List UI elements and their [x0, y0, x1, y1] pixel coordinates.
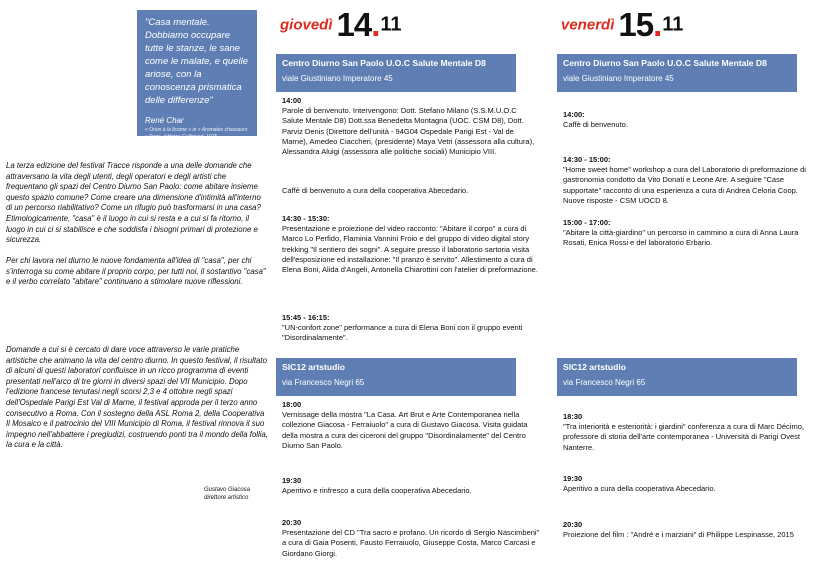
venue-name: SIC12 artstudio	[282, 362, 346, 372]
event	[282, 518, 540, 559]
event-desc: Caffè di benvenuto.	[563, 120, 628, 130]
intro-paragraph-3	[6, 345, 268, 451]
venue-name: Centro Diurno San Paolo U.O.C Salute Mentale D8	[282, 58, 486, 68]
intro-text: Domande a cui si è cercato di dare voce attraverso le varie pratiche artistiche che animano la vita del centro diurno. In questo festival, il risultato di alcuni di questi laboratori confluisce in un ricco programma di eventi presentati nell'arco di tre giorni in diversi spazi del VII Municipio. Dopo l'edizione francese tenutasi negli scorsi 2,3 e 4 ottobre negli spazi dell'Ospedale Parigi Est Val di Marne, il festival approda per il terzo anno consecutivo a Roma. Con il sostegno della ASL Roma 2, della Cooperativa Il Mosaico e il patrocinio del VIII Municipio di Roma, il festival rinnova il suo impegno nell'abbattere i pregiudizi, costruendo ponti tra il mondo della follia, la cura e la città.	[6, 345, 268, 450]
quote-text: "Casa mentale. Dobbiamo occupare tutte le stanze, le sane come le malate, e quelle ariose, con la conoscenza prismatica delle differenze"	[145, 17, 248, 106]
intro-paragraph-1	[6, 161, 268, 246]
day-number: 15	[618, 6, 654, 43]
event	[282, 476, 540, 496]
venue-banner	[276, 358, 516, 396]
quote-author: René Char	[145, 116, 184, 125]
event	[563, 474, 821, 494]
venue-name: SIC12 artstudio	[563, 362, 627, 372]
event-time: 15:45 - 16:15:	[282, 313, 330, 322]
event-time: 14:30 - 15:00:	[563, 155, 611, 164]
day-name: giovedì	[280, 16, 333, 34]
venue-address: via Francesco Negri 65	[282, 378, 365, 387]
event	[563, 155, 821, 206]
event	[282, 186, 540, 196]
venue-name: Centro Diurno San Paolo U.O.C Salute Mentale D8	[563, 58, 767, 68]
venue-address: viale Giustiniano Imperatore 45	[282, 74, 393, 83]
intro-text: La terza edizione del festival Tracce risponde a una delle domande che attraversano la vita degli utenti, degli operatori e degli artisti che frequentano gli spazi del Centro Diurno San Paolo: come abitare insieme questo spazio comune? Come creare una dimensione d'intimità all'interno di un percorso riabilitativo? Come un rifugio può trasformarsi in una casa? Etimologicamente, "casa" è il luogo in cui si resta e a cui si fa ritorno, il luogo in cui ci si stabilisce e che soddisfa i bisogni primari di protezione e sicurezza.	[6, 161, 261, 245]
event	[282, 96, 540, 157]
event-time: 14:00:	[563, 110, 585, 119]
event	[282, 214, 540, 275]
signature-role: direttore artistico	[204, 495, 249, 501]
event-time: 14:00	[282, 96, 302, 105]
event-time: 20:30	[282, 518, 302, 527]
signature-name: Gustavo Giacosa	[204, 487, 251, 493]
event-desc: Aperitivo a cura della cooperativa Abecedario.	[563, 484, 716, 494]
event-desc: Caffè di benvenuto a cura della cooperativa Abecedario.	[282, 186, 469, 195]
event-desc: "UN-confort zone" performance a cura di Elena Boni con il gruppo eventi "Disordinalamente".	[282, 323, 523, 343]
event-desc: Parole di benvenuto. Intervengono: Dott. Stefano Milano (S.S.M.U.O.C Salute Mentale D8) Dott.ssa Benedetta Montagna (UOC. CSM D8), Dott. Parviz Denis (Direttore dell'unità - 94G04 Ospedale Parigi Est - Val de Marne), Amedeo Ciaccheri, (presidente) Maya Vetri (assessora alla cultura), Alessandra Aluigi (assessora alle politiche sociali) Municipio VIII.	[282, 106, 535, 157]
event-time: 19:30	[282, 476, 302, 485]
day-name: venerdì	[561, 16, 615, 34]
event-desc: "Abitare la città-giardino" un percorso in cammino a cura di Anna Laura Rosati, Enica Rossi e del laboratorio Erbario.	[563, 228, 799, 248]
thursday-column	[276, 0, 541, 575]
day-header: giovedì 14.11	[280, 6, 402, 43]
event-desc: Presentazione del CD "Tra sacro e profano. Un ricordo di Sergio Nascimbeni" a cura di Gaia Posenti, Fausto Ferraiuolo, Giuseppe Costa, Marco Carcasi e Giordano Giorgi.	[282, 528, 540, 558]
intro-paragraph-2	[6, 256, 268, 288]
event	[563, 218, 821, 249]
event-desc: "Home sweet home" workshop a cura del Laboratorio di preformazione di gastronomia condotto da Vito Donati e Leone Are. A seguire "Case supportate" racconto di una esperienza a cura di Andrea Celoria Coop. Nuove risposte - CSM UOCD 8.	[563, 165, 806, 205]
event-desc: Aperitivo e rinfresco a cura della cooperativa Abecedario.	[282, 486, 472, 496]
event-desc: Proiezione del film : "André e i marziani" di Philippe Lespinasse, 2015	[563, 530, 794, 540]
signature	[204, 486, 250, 502]
event-time: 19:30	[563, 474, 583, 483]
event	[282, 313, 540, 344]
day-header: venerdì 15.11	[561, 6, 684, 43]
intro-text: Per chi lavora nel diurno le nuove fondamenta all'idea di "casa", per chi s'interroga su come abitare il proprio corpo, per tutti noi, il sostantivo "casa" e il verbo correlato "abitare" continuano a stimolare nuove riflessioni.	[6, 256, 266, 287]
venue-address: viale Giustiniano Imperatore 45	[563, 74, 674, 83]
quote-source: « Orion à la licorne » in « Aromates chasseurs » Paris, éditions Gallimard, 1975	[145, 127, 248, 140]
venue-banner	[557, 54, 797, 92]
event-desc: "Tra interiorità e esteriorità: i giardini" conferenza a cura di Marc Décimo, professore di storia dell'arte contemporanea - Università di Parigi Ovest Nanterre.	[563, 422, 804, 452]
event-desc: Presentazione e proiezione del video racconto: "Abitare il corpo" a cura di Marco Lo Perfido, Flaminia Vannini Froio e del gruppo di video digital story trekking "Il sentiero dei sogni". A seguire presso il laboratorio sartoria visita dell'esposizione ed installazione: "Il pranzo è servito". Allestimento a cura di Elena Boni, Alida d'Angeli, Antonella Chiarottini con l'atelier di preformazione.	[282, 224, 538, 275]
event	[282, 400, 540, 451]
venue-banner	[276, 54, 516, 92]
event-time: 15:00 - 17:00:	[563, 218, 611, 227]
friday-column	[557, 0, 822, 575]
day-month: 11	[662, 13, 684, 36]
venue-banner	[557, 358, 797, 396]
day-number: 14	[336, 6, 372, 43]
event-time: 20:30	[563, 520, 583, 529]
quote-box	[137, 10, 257, 140]
day-month: 11	[380, 13, 402, 36]
event	[563, 110, 821, 130]
event	[563, 520, 821, 540]
event-time: 14:30 - 15:30:	[282, 214, 330, 223]
venue-address: via Francesco Negri 65	[563, 378, 646, 387]
event	[563, 412, 821, 453]
event-time: 18:00	[282, 400, 302, 409]
event-time: 18:30	[563, 412, 583, 421]
event-desc: Vernissage della mostra "La Casa. Art Brut e Arte Contemporanea nella collezione Giacosa - Ferraiuolo" a cura di Gustavo Giacosa. Visita guidata della mostra a cura dei ciceroni del gruppo "Disordinalamente" del Centro Diurno San Paolo.	[282, 410, 528, 450]
